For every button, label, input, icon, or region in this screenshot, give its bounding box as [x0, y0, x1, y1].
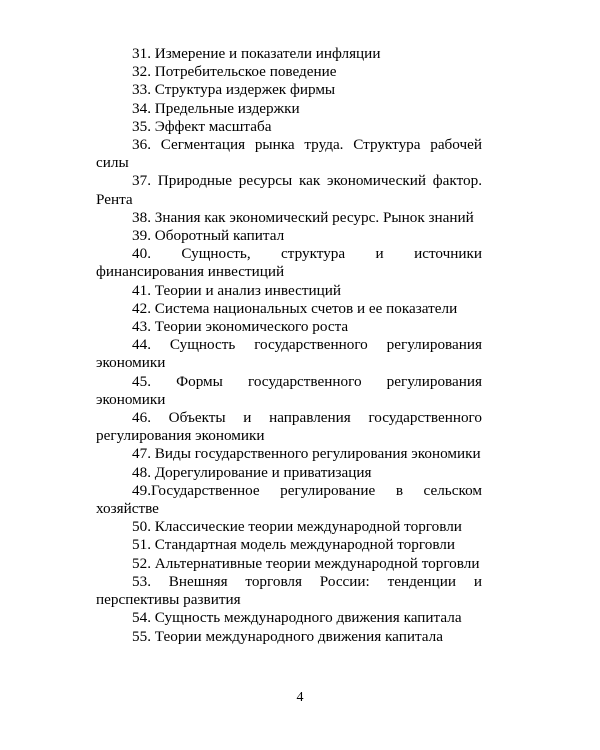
topic-item: 54. Сущность международного движения капитала: [132, 609, 462, 627]
topic-item: 40. Сущность, структура и источники финансирования инвестиций: [96, 245, 482, 281]
topic-item: 42. Система национальных счетов и ее показатели: [132, 299, 458, 317]
topic-item: 49.Государственное регулирование в сельском хозяйстве: [96, 481, 482, 518]
topic-item: 55. Теории международного движения капитала: [132, 627, 443, 645]
topic-item: 31. Измерение и показатели инфляции: [132, 45, 381, 62]
topic-item: 47. Виды государственного регулирования экономики: [132, 445, 481, 463]
topic-item: 51. Стандартная модель международной торговли: [132, 536, 455, 554]
topic-item: 35. Эффект масштаба: [132, 117, 272, 135]
topic-item: 50. Классические теории международной торговли: [132, 518, 462, 536]
topic-item: 39. Оборотный капитал: [132, 227, 285, 245]
topic-item: 43. Теории экономического роста: [132, 318, 349, 336]
topic-item: 32. Потребительское поведение: [132, 63, 337, 81]
topic-item: 46. Объекты и направления государственного регулирования экономики: [96, 409, 482, 445]
topic-item: 37. Природные ресурсы как экономический фактор. Рента: [96, 172, 482, 208]
topic-item: 41. Теории и анализ инвестиций: [132, 281, 341, 299]
topic-item: 48. Дорегулирование и приватизация: [132, 463, 372, 481]
topic-item: 34. Предельные издержки: [132, 99, 300, 117]
topic-item: 33. Структура издержек фирмы: [132, 81, 336, 99]
topic-item: 38. Знания как экономический ресурс. Рынок знаний: [132, 208, 474, 226]
topic-item: 36. Сегментация рынка труда. Структура рабочей силы: [96, 136, 482, 172]
topic-item: 52. Альтернативные теории международной торговли: [132, 554, 480, 572]
topic-item: 44. Сущность государственного регулирования экономики: [96, 336, 482, 372]
topic-item: 53. Внешняя торговля России: тенденции и перспективы развития: [96, 572, 482, 609]
topic-list: [96, 45, 482, 646]
topic-item: 45. Формы государственного регулирования экономики: [96, 372, 482, 408]
page-number: 4: [296, 690, 304, 705]
